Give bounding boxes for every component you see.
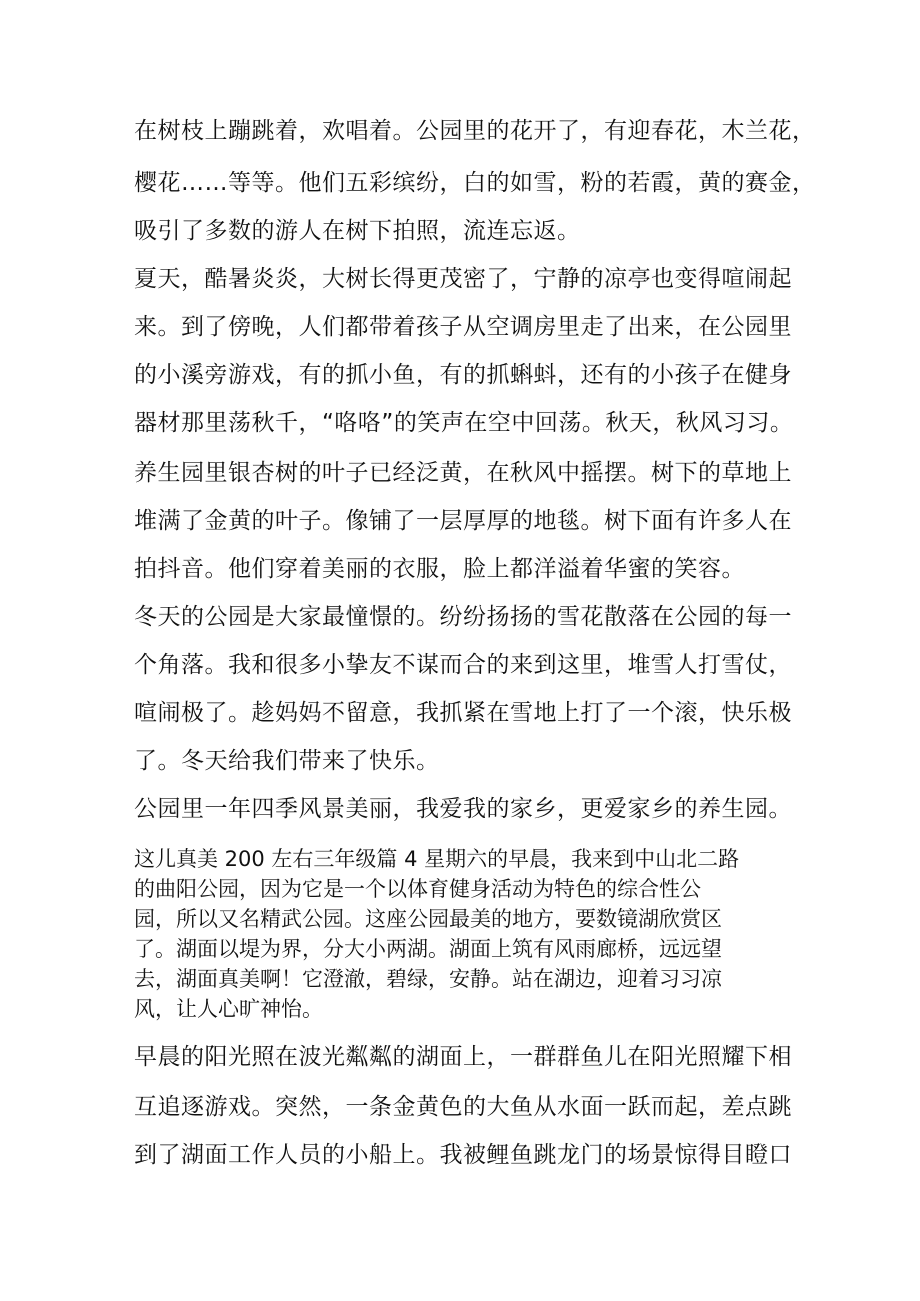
- text-line: 早晨的阳光照在波光粼粼的湖面上，一群群鱼儿在阳光照耀下相: [134, 1044, 792, 1070]
- text-line: 了。冬天给我们带来了快乐。: [134, 748, 440, 774]
- text-line: 了。湖面以堤为界，分大小两湖。湖面上筑有风雨廊桥，远远望: [134, 937, 722, 961]
- text-line: 风，让人心旷神怡。: [134, 997, 323, 1021]
- text-line: 养生园里银杏树的叶子已经泛黄，在秋风中摇摆。树下的草地上: [134, 460, 792, 486]
- text-line: 樱花……等等。他们五彩缤纷，白的如雪，粉的若霞，黄的赛金，: [134, 170, 816, 196]
- text-line: 互追逐游戏。突然，一条金黄色的大鱼从水面一跃而起，差点跳: [134, 1094, 792, 1120]
- text-line: 园，所以又名精武公园。这座公园最美的地方，要数镜湖欣赏区: [134, 907, 722, 931]
- text-line: 器材那里荡秋千，“咯咯”的笑声在空中回荡。秋天，秋风习习。: [134, 410, 794, 436]
- text-line: 的小溪旁游戏，有的抓小鱼，有的抓蝌蚪，还有的小孩子在健身: [134, 362, 792, 388]
- text-line: 来。到了傍晚，人们都带着孩子从空调房里走了出来，在公园里: [134, 314, 792, 340]
- text-line: 在树枝上蹦跳着，欢唱着。公园里的花开了，有迎春花，木兰花，: [134, 118, 816, 144]
- text-line: 吸引了多数的游人在树下拍照，流连忘返。: [134, 218, 581, 244]
- text-line: 喧闹极了。趁妈妈不留意，我抓紧在雪地上打了一个滚，快乐极: [134, 700, 792, 726]
- text-line: 夏天，酷暑炎炎，大树长得更茂密了，宁静的凉亭也变得喧闹起: [134, 266, 792, 292]
- text-line: 个角落。我和很多小挚友不谋而合的来到这里，堆雪人打雪仗，: [134, 652, 792, 678]
- text-line: 冬天的公园是大家最憧憬的。纷纷扬扬的雪花散落在公园的每一: [134, 604, 792, 630]
- text-line: 这儿真美 200 左右三年级篇 4 星期六的早晨，我来到中山北二路: [134, 847, 740, 871]
- text-line: 去，湖面真美啊！它澄澈，碧绿，安静。站在湖边，迎着习习凉: [134, 967, 722, 991]
- text-line: 公园里一年四季风景美丽，我爱我的家乡，更爱家乡的养生园。: [134, 796, 792, 822]
- text-line: 的曲阳公园，因为它是一个以体育健身活动为特色的综合性公: [134, 877, 701, 901]
- text-line: 到了湖面工作人员的小船上。我被鲤鱼跳龙门的场景惊得目瞪口: [134, 1142, 792, 1168]
- text-line: 拍抖音。他们穿着美丽的衣服，脸上都洋溢着华蜜的笑容。: [134, 556, 745, 582]
- text-line: 堆满了金黄的叶子。像铺了一层厚厚的地毯。树下面有许多人在: [134, 508, 792, 534]
